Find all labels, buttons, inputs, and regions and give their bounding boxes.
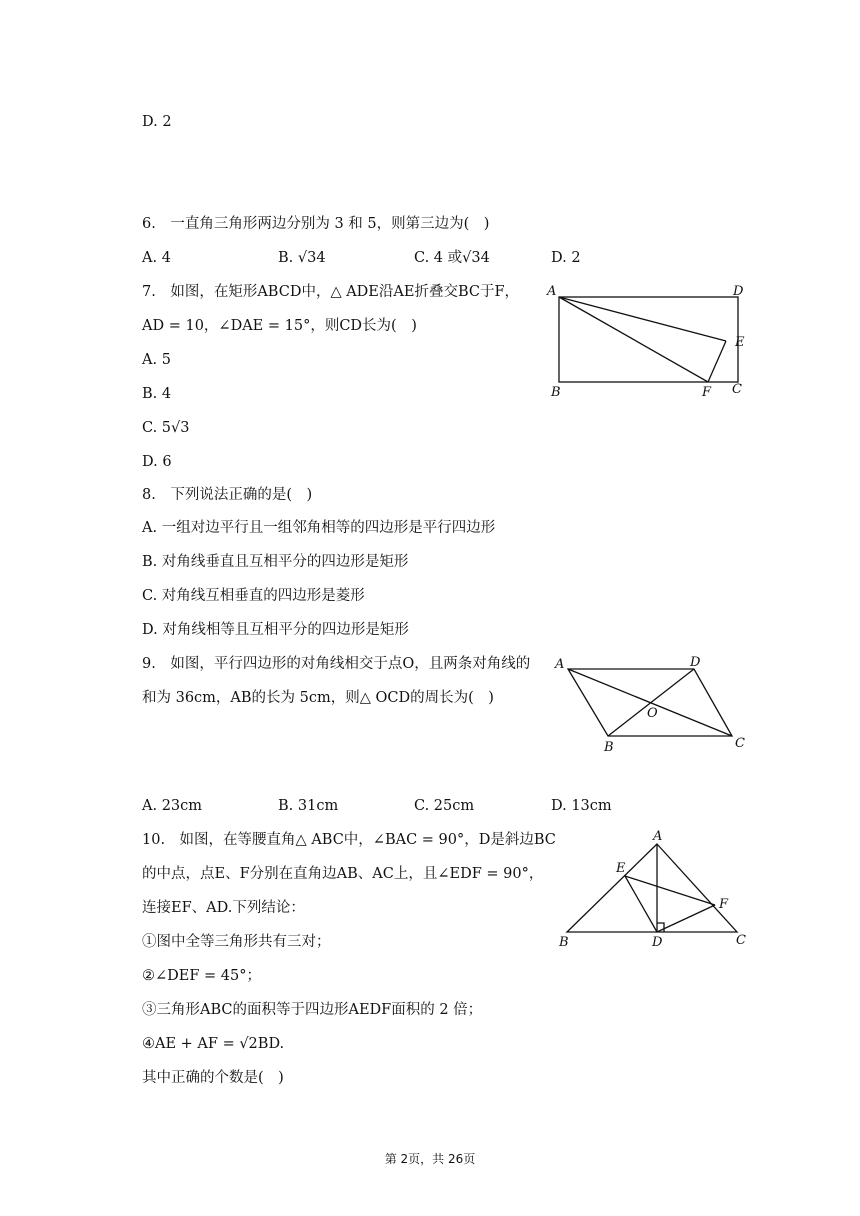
q7-stem-line1: 7. 如图，在矩形ABCD中，△ ADE沿AE折叠交BC于F， — [142, 284, 520, 300]
segment-fd — [657, 905, 715, 932]
q10-conclusion-1: ①图中全等三角形共有三对； — [142, 934, 331, 950]
label-d: D — [690, 655, 701, 670]
q5-option-d: D. 2 — [142, 114, 172, 130]
q6-option-d: D. 2 — [551, 250, 581, 266]
triangle-abc — [567, 844, 737, 932]
label-d: D — [652, 935, 663, 950]
segment-af — [559, 297, 708, 382]
q10-stem-line2: 的中点，点E、F分别在直角边AB、AC上，且∠EDF = 90°， — [142, 866, 544, 882]
q8-option-d: D. 对角线相等且互相平分的四边形是矩形 — [142, 622, 409, 638]
q6-option-a: A. 4 — [142, 250, 171, 266]
diagonal-bd — [608, 669, 694, 736]
q6-option-c: C. 4 或√34 — [414, 250, 490, 266]
q9-option-a: A. 23cm — [142, 798, 203, 814]
label-f: F — [702, 385, 712, 400]
label-c: C — [732, 382, 742, 397]
q10-conclusion-4: ④AE + AF = √2BD. — [142, 1036, 285, 1052]
label-b: B — [551, 385, 561, 400]
label-c: C — [736, 933, 746, 948]
q6-option-b: B. √34 — [278, 250, 326, 266]
q9-stem-line2: 和为 36cm，AB的长为 5cm，则△ OCD的周长为( ) — [142, 690, 494, 706]
q9-option-d: D. 13cm — [551, 798, 612, 814]
q6-stem: 6. 一直角三角形两边分别为 3 和 5，则第三边为( ) — [142, 216, 490, 232]
label-d: D — [733, 284, 744, 299]
q8-option-b: B. 对角线垂直且互相平分的四边形是矩形 — [142, 554, 409, 570]
q8-option-a: A. 一组对边平行且一组邻角相等的四边形是平行四边形 — [142, 520, 496, 536]
q9-stem-line1: 9. 如图，平行四边形的对角线相交于点O，且两条对角线的 — [142, 656, 531, 672]
q10-stem-line3: 连接EF、AD.下列结论： — [142, 900, 305, 916]
label-a: A — [555, 657, 565, 672]
label-a: A — [547, 284, 557, 299]
q7-option-d: D. 6 — [142, 454, 172, 470]
q7-option-c: C. 5√3 — [142, 420, 190, 436]
q9-option-b: B. 31cm — [278, 798, 339, 814]
q10-question: 其中正确的个数是( ) — [142, 1070, 284, 1086]
q7-option-a: A. 5 — [142, 352, 171, 368]
q7-option-b: B. 4 — [142, 386, 172, 402]
label-f: F — [719, 897, 729, 912]
q10-conclusion-3: ③三角形ABC的面积等于四边形AEDF面积的 2 倍； — [142, 1002, 483, 1018]
q8-stem: 8. 下列说法正确的是( ) — [142, 487, 313, 503]
q7-rectangle-figure — [545, 280, 755, 400]
rectangle-abcd — [559, 297, 738, 382]
label-e: E — [616, 861, 626, 876]
q8-option-c: C. 对角线互相垂直的四边形是菱形 — [142, 588, 365, 604]
label-e: E — [735, 335, 745, 350]
q10-conclusion-2: ②∠DEF = 45°； — [142, 968, 261, 984]
label-a: A — [653, 829, 663, 844]
q10-triangle-figure — [555, 828, 755, 956]
label-c: C — [735, 736, 745, 751]
label-b: B — [559, 935, 569, 950]
q7-stem-line2: AD = 10，∠DAE = 15°，则CD长为( ) — [142, 318, 417, 334]
q9-option-c: C. 25cm — [414, 798, 475, 814]
segment-fe — [708, 341, 726, 382]
page-footer: 第 2页，共 26页 — [384, 1152, 476, 1166]
segment-ae — [559, 297, 726, 341]
label-o: O — [647, 706, 658, 721]
q9-parallelogram-figure — [552, 652, 757, 757]
q10-stem-line1: 10. 如图，在等腰直角△ ABC中，∠BAC = 90°，D是斜边BC — [142, 832, 556, 848]
label-b: B — [604, 740, 614, 755]
